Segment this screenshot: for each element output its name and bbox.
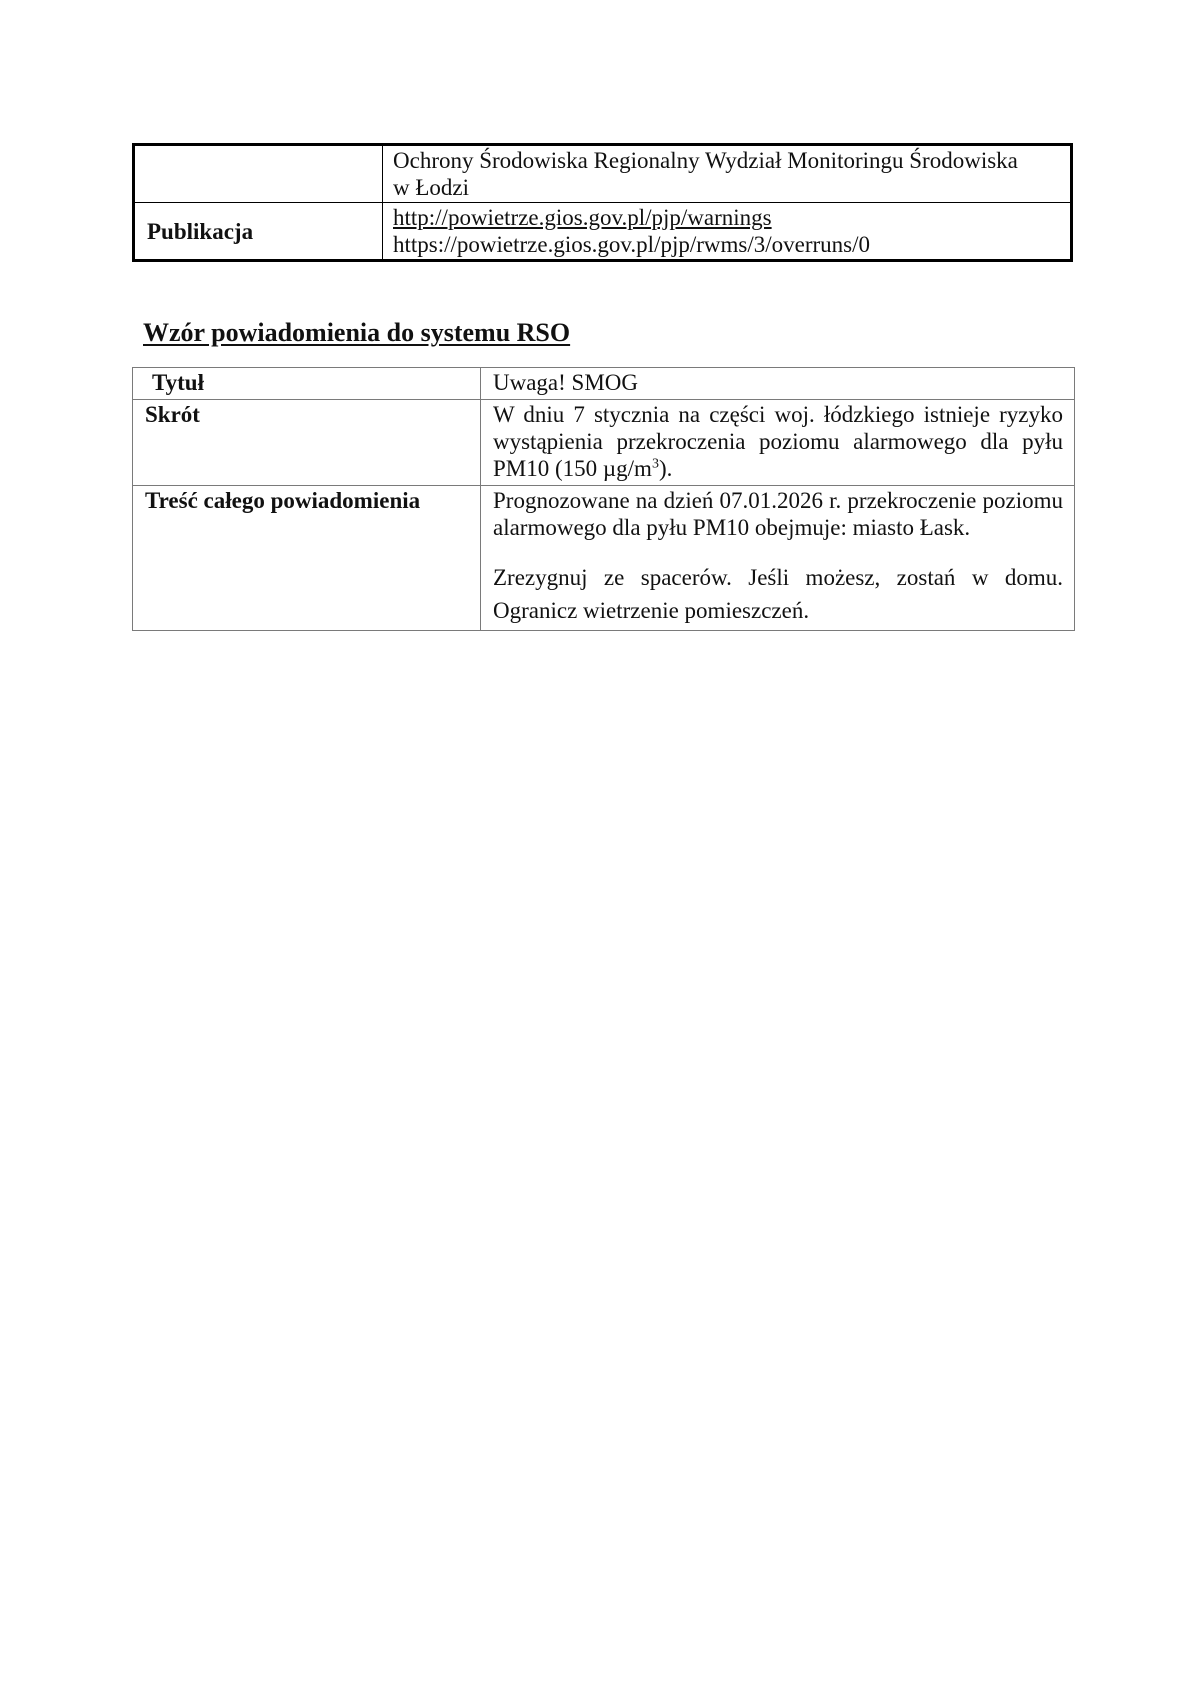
institution-label-cell [134,145,383,203]
short-value-end: ). [658,456,673,481]
publication-links-cell [383,203,1072,261]
title-label-cell [133,368,481,400]
publication-label: Publikacja [134,203,383,261]
institution-value-cell [383,145,1072,203]
overruns-link[interactable]: https://powietrze.gios.gov.pl/pjp/rwms/3/overruns/0 [393,232,870,257]
full-content-paragraph-1: Prognozowane na dzień 07.01.2026 r. przekroczenie poziomu alarmowego dla pyłu PM10 obejmuje: miasto Łask. [493,488,1063,540]
table-row [133,368,1075,400]
title-value: Uwaga! SMOG [481,368,1075,400]
short-value-text: W dniu 7 stycznia na części woj. łódzkiego istnieje ryzyko wystąpienia przekroczenia poziomu alarmowego dla pyłu PM10 (150 µg/m [493,402,1063,481]
short-value-cell [481,400,1075,486]
table-row [134,203,1072,261]
full-content-cell [481,486,1075,631]
table-row [133,400,1075,486]
short-value-superscript: 3 [651,456,659,472]
warnings-link[interactable]: http://powietrze.gios.gov.pl/pjp/warnings [393,205,772,230]
table-row [134,145,1072,203]
institution-line-1: Ochrony Środowiska Regionalny Wydział Monitoringu Środowiska [393,148,1018,173]
institution-line-2: w Łodzi [393,175,470,200]
section-heading: Wzór powiadomienia do systemu RSO [143,318,571,347]
short-label: Skrót [133,400,481,486]
rso-notification-table [132,367,1075,631]
full-content-paragraph-2: Zrezygnuj ze spacerów. Jeśli możesz, zostań w domu. Ogranicz wietrzenie pomieszczeń. [493,565,1063,623]
publication-info-table [132,143,1073,262]
title-label: Tytuł [152,370,204,395]
table-row [133,486,1075,631]
full-content-label: Treść całego powiadomienia [133,486,481,631]
